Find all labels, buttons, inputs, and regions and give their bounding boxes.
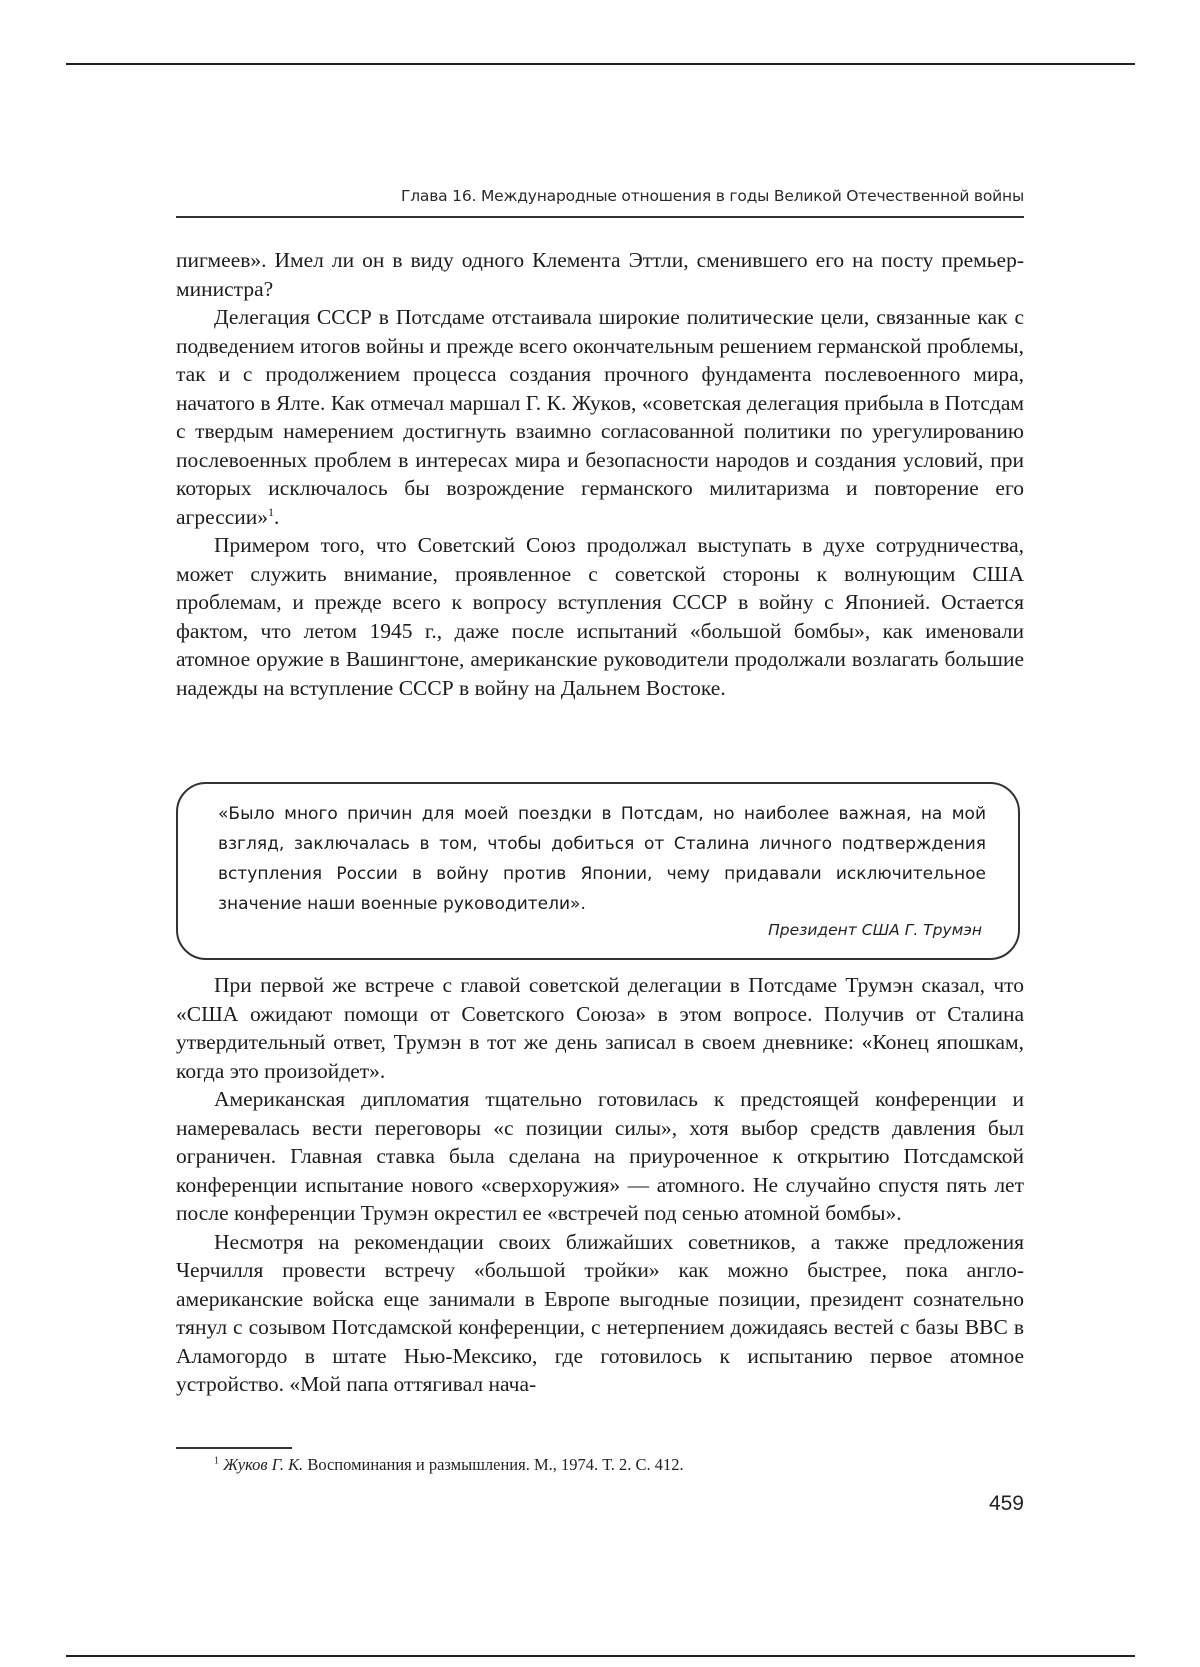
paragraph-2-text: Делегация СССР в Потсдаме отстаивала широкие политические цели, связанные как с подведением итогов войны и прежде всего окончательным решением германской проблемы, так и с продолжением процесса создания прочного фундамента послевоенного мира, начатого в Ялте. Как отмечал маршал Г. К. Жуков, «советская делегация прибыла в Потсдам с твердым намерением достигнуть взаимно согласованной политики по урегулированию послевоенных проблем в интересах мира и безопасности народов и создания условий, при которых исключалось бы возрождение германского милитаризма и повторение его агрессии»	[176, 305, 1024, 529]
footnote	[214, 1455, 684, 1475]
footnote-author: Жуков Г. К.	[223, 1455, 304, 1474]
page-number: 459	[988, 1492, 1024, 1515]
bottom-border-rule	[66, 1655, 1135, 1657]
footnote-ref-1[interactable]: 1	[268, 504, 275, 519]
paragraph-2-end: .	[274, 504, 280, 529]
paragraph-3: Примером того, что Советский Союз продолжал выступать в духе сотрудничества, может служить внимание, проявленное с советской стороны к волнующим США проблемам, и прежде всего к вопросу вступления СССР в войну с Японией. Остается фактом, что летом 1945 г., даже после испытаний «большой бомбы», как именовали атомное оружие в Вашингтоне, американские руководители продолжали возлагать большие надежды на вступление СССР в войну на Дальнем Востоке.	[176, 533, 1024, 700]
quote-box	[176, 782, 1020, 960]
footnote-text: Воспоминания и размышления. М., 1974. Т. 2. С. 412.	[303, 1455, 684, 1474]
quote-attribution: Президент США Г. Трумэн	[768, 921, 982, 939]
footnote-rule	[176, 1447, 292, 1449]
paragraph-6: Несмотря на рекомендации своих ближайших советников, а также предложения Черчилля провести встречу «большой тройки» как можно быстрее, пока англо-американские войска еще занимали в Европе выгодные позиции, президент сознательно тянул с созывом Потсдамской конференции, с нетерпением дожидаясь вестей с базы ВВС в Аламогордо в штате Нью-Мексико, где готовилось к испытанию первое атомное устройство. «Мой папа оттягивал нача-	[176, 1229, 1024, 1396]
paragraph-1: пигмеев». Имел ли он в виду одного Клемента Эттли, сменившего его на посту премьер-министра?	[176, 248, 1024, 301]
body-text-bottom	[176, 971, 1024, 1399]
running-head: Глава 16. Международные отношения в годы Великой Отечественной войны	[400, 187, 1024, 205]
paragraph-4: При первой же встрече с главой советской делегации в Потсдаме Трумэн сказал, что «США ожидают помощи от Советского Союза» в этом вопросе. Получив от Сталина утвердительный ответ, Трумэн в тот же день записал в своем дневнике: «Конец япошкам, когда это произойдет».	[176, 973, 1024, 1083]
quote-text: «Было много причин для моей поездки в Потсдам, но наиболее важная, на мой взгляд, заключалась в том, чтобы добиться от Сталина личного подтверждения вступления России в войну против Японии, чему придавали исключительное значение наши военные руководители».	[218, 804, 986, 914]
paragraph-2	[176, 303, 1024, 531]
paragraph-5: Американская дипломатия тщательно готовилась к предстоящей конференции и намеревалась вести переговоры «с позиции силы», хотя выбор средств давления был ограничен. Главная ставка была сделана на приуроченное к открытию Потсдамской конференции испытание нового «сверхоружия» — атомного. Не случайно спустя пять лет после конференции Трумэн окрестил ее «встречей под сенью атомной бомбы».	[176, 1087, 1024, 1225]
body-text-top	[176, 246, 1024, 702]
running-head-rule	[176, 216, 1024, 218]
footnote-mark: 1	[214, 1455, 219, 1467]
top-border-rule	[66, 63, 1135, 65]
